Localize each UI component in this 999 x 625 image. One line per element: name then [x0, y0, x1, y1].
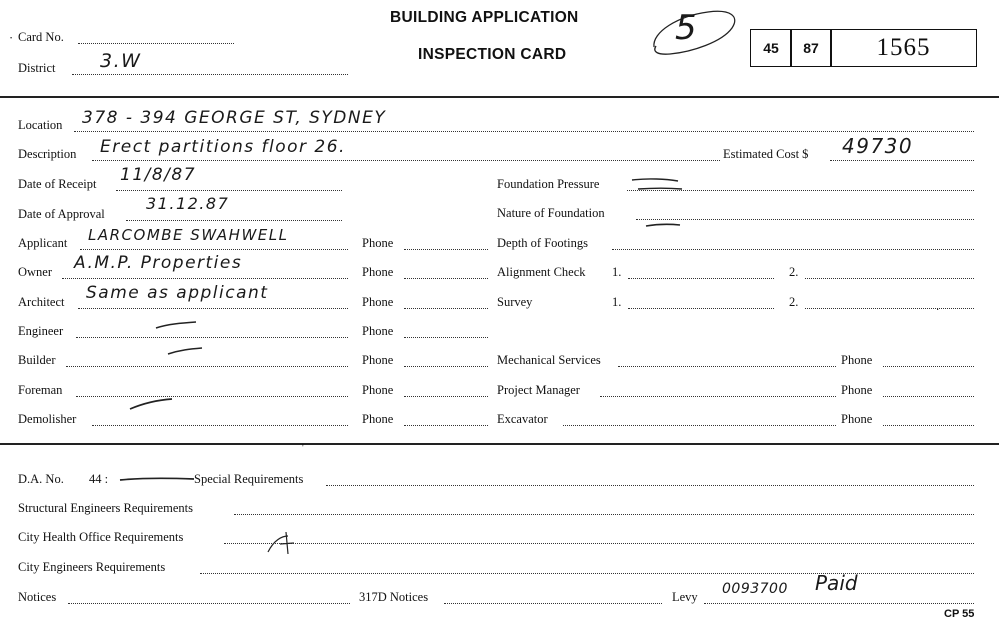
- location-line: [74, 131, 974, 132]
- location-value: 378 - 394 GEORGE ST, SYDNEY: [82, 108, 387, 128]
- nature-foundation-dash: [644, 218, 684, 230]
- city-engineers-label: City Engineers Requirements: [18, 560, 166, 574]
- survey-1-line: [628, 308, 774, 309]
- paid-value: Paid: [815, 571, 858, 595]
- excavator-line: [563, 425, 836, 426]
- description-line: [92, 160, 720, 161]
- excavator-label: Excavator: [497, 412, 548, 426]
- foreman-phone-line: [404, 396, 488, 397]
- mechanical-line: [618, 366, 836, 367]
- notices-line: [68, 603, 350, 604]
- mechanical-phone-line: [883, 366, 974, 367]
- engineer-line: [76, 337, 348, 338]
- project-manager-label: Project Manager: [497, 383, 580, 397]
- card-no-label: Card No.: [18, 30, 64, 44]
- alignment-check-2-label: 2.: [789, 265, 799, 279]
- nature-foundation-line: [636, 219, 974, 220]
- levy-value: 0093700: [722, 581, 788, 597]
- mechanical-label: Mechanical Services: [497, 353, 601, 367]
- notices-label: Notices: [18, 590, 57, 604]
- architect-value: Same as applicant: [86, 283, 269, 303]
- nature-foundation-label: Nature of Foundation: [497, 206, 605, 220]
- applicant-phone-line: [404, 249, 488, 250]
- demolisher-phone-line: [404, 425, 488, 426]
- engineer-dash: [154, 318, 200, 332]
- applicant-phone-label: Phone: [362, 236, 394, 250]
- card-no-bullet: ·: [9, 31, 14, 45]
- date-approval-value: 31.12.87: [146, 194, 230, 213]
- title-line2: INSPECTION CARD: [418, 46, 567, 63]
- box-card-number: 1565: [830, 29, 977, 67]
- levy-line: [704, 603, 974, 604]
- engineer-phone-label: Phone: [362, 324, 394, 338]
- alignment-check-1-line: [628, 278, 774, 279]
- demolisher-label: Demolisher: [18, 412, 77, 426]
- notices-317d-line: [444, 603, 662, 604]
- foundation-pressure-label: Foundation Pressure: [497, 177, 600, 191]
- structural-requirements-line: [234, 514, 974, 515]
- location-label: Location: [18, 118, 63, 132]
- architect-phone-line: [404, 308, 488, 309]
- da-label: D.A. No.: [18, 472, 64, 486]
- engineer-phone-line: [404, 337, 488, 338]
- depth-footings-line: [612, 249, 974, 250]
- special-requirements-line: [326, 485, 974, 486]
- foreman-phone-label: Phone: [362, 383, 394, 397]
- alignment-check-1-label: 1.: [612, 265, 622, 279]
- district-value: 3.W: [100, 50, 142, 72]
- depth-footings-label: Depth of Footings: [497, 236, 588, 250]
- health-requirements-line: [224, 543, 974, 544]
- applicant-value: LARCOMBE SWAHWELL: [88, 226, 289, 244]
- alignment-check-label: Alignment Check: [497, 265, 586, 279]
- estimated-cost-line: [830, 160, 974, 161]
- estimated-cost-label: Estimated Cost $: [723, 147, 809, 161]
- builder-phone-line: [404, 366, 488, 367]
- health-requirements-mark: [266, 530, 300, 556]
- date-receipt-line: [116, 190, 342, 191]
- engineer-label: Engineer: [18, 324, 64, 338]
- title-line1: BUILDING APPLICATION: [390, 9, 579, 26]
- owner-line: [62, 278, 348, 279]
- date-receipt-value: 11/8/87: [120, 165, 197, 185]
- project-manager-phone-line: [883, 396, 974, 397]
- card-no-line: [78, 43, 234, 44]
- foreman-line: [76, 396, 348, 397]
- da-value: 44 :: [89, 472, 109, 486]
- survey-2-line: [805, 308, 974, 309]
- architect-label: Architect: [18, 295, 65, 309]
- box-series-b: 87: [790, 29, 832, 67]
- excavator-phone-label: Phone: [841, 412, 873, 426]
- divider-top: [0, 96, 999, 98]
- special-requirements-label: Special Requirements: [194, 472, 304, 486]
- owner-label: Owner: [18, 265, 53, 279]
- date-approval-label: Date of Approval: [18, 207, 105, 221]
- cp-code: CP 55: [944, 608, 975, 620]
- project-manager-phone-label: Phone: [841, 383, 873, 397]
- owner-phone-line: [404, 278, 488, 279]
- survey-2-label: 2.: [789, 295, 799, 309]
- notices-317d-label: 317D Notices: [359, 590, 429, 604]
- demolisher-line: [92, 425, 348, 426]
- health-requirements-label: City Health Office Requirements: [18, 530, 184, 544]
- architect-phone-label: Phone: [362, 295, 394, 309]
- builder-dash: [166, 344, 206, 358]
- foreman-label: Foreman: [18, 383, 63, 397]
- owner-phone-label: Phone: [362, 265, 394, 279]
- description-value: Erect partitions floor 26.: [100, 137, 346, 157]
- architect-line: [78, 308, 348, 309]
- divider-bottom: [0, 443, 999, 445]
- estimated-cost-value: 49730: [842, 134, 914, 158]
- alignment-check-2-line: [805, 278, 974, 279]
- applicant-line: [80, 249, 348, 250]
- survey-1-label: 1.: [612, 295, 622, 309]
- description-label: Description: [18, 147, 77, 161]
- builder-line: [66, 366, 348, 367]
- da-dash: [118, 474, 198, 486]
- survey-label: Survey: [497, 295, 533, 309]
- date-receipt-label: Date of Receipt: [18, 177, 97, 191]
- date-approval-line: [126, 220, 342, 221]
- district-label: District: [18, 61, 56, 75]
- box-series-a: 45: [750, 29, 792, 67]
- divider-tick: ': [302, 443, 304, 454]
- structural-requirements-label: Structural Engineers Requirements: [18, 501, 193, 515]
- mechanical-phone-label: Phone: [841, 353, 873, 367]
- owner-value: A.M.P. Properties: [74, 253, 243, 273]
- builder-phone-label: Phone: [362, 353, 394, 367]
- survey-mark: ·: [936, 305, 940, 316]
- demolisher-phone-label: Phone: [362, 412, 394, 426]
- project-manager-line: [600, 396, 836, 397]
- demolisher-dash: [128, 396, 176, 412]
- circled-number-value: 5: [675, 8, 697, 48]
- levy-label: Levy: [672, 590, 698, 604]
- builder-label: Builder: [18, 353, 56, 367]
- applicant-label: Applicant: [18, 236, 68, 250]
- district-line: [72, 74, 348, 75]
- excavator-phone-line: [883, 425, 974, 426]
- foundation-pressure-dash: [630, 176, 690, 196]
